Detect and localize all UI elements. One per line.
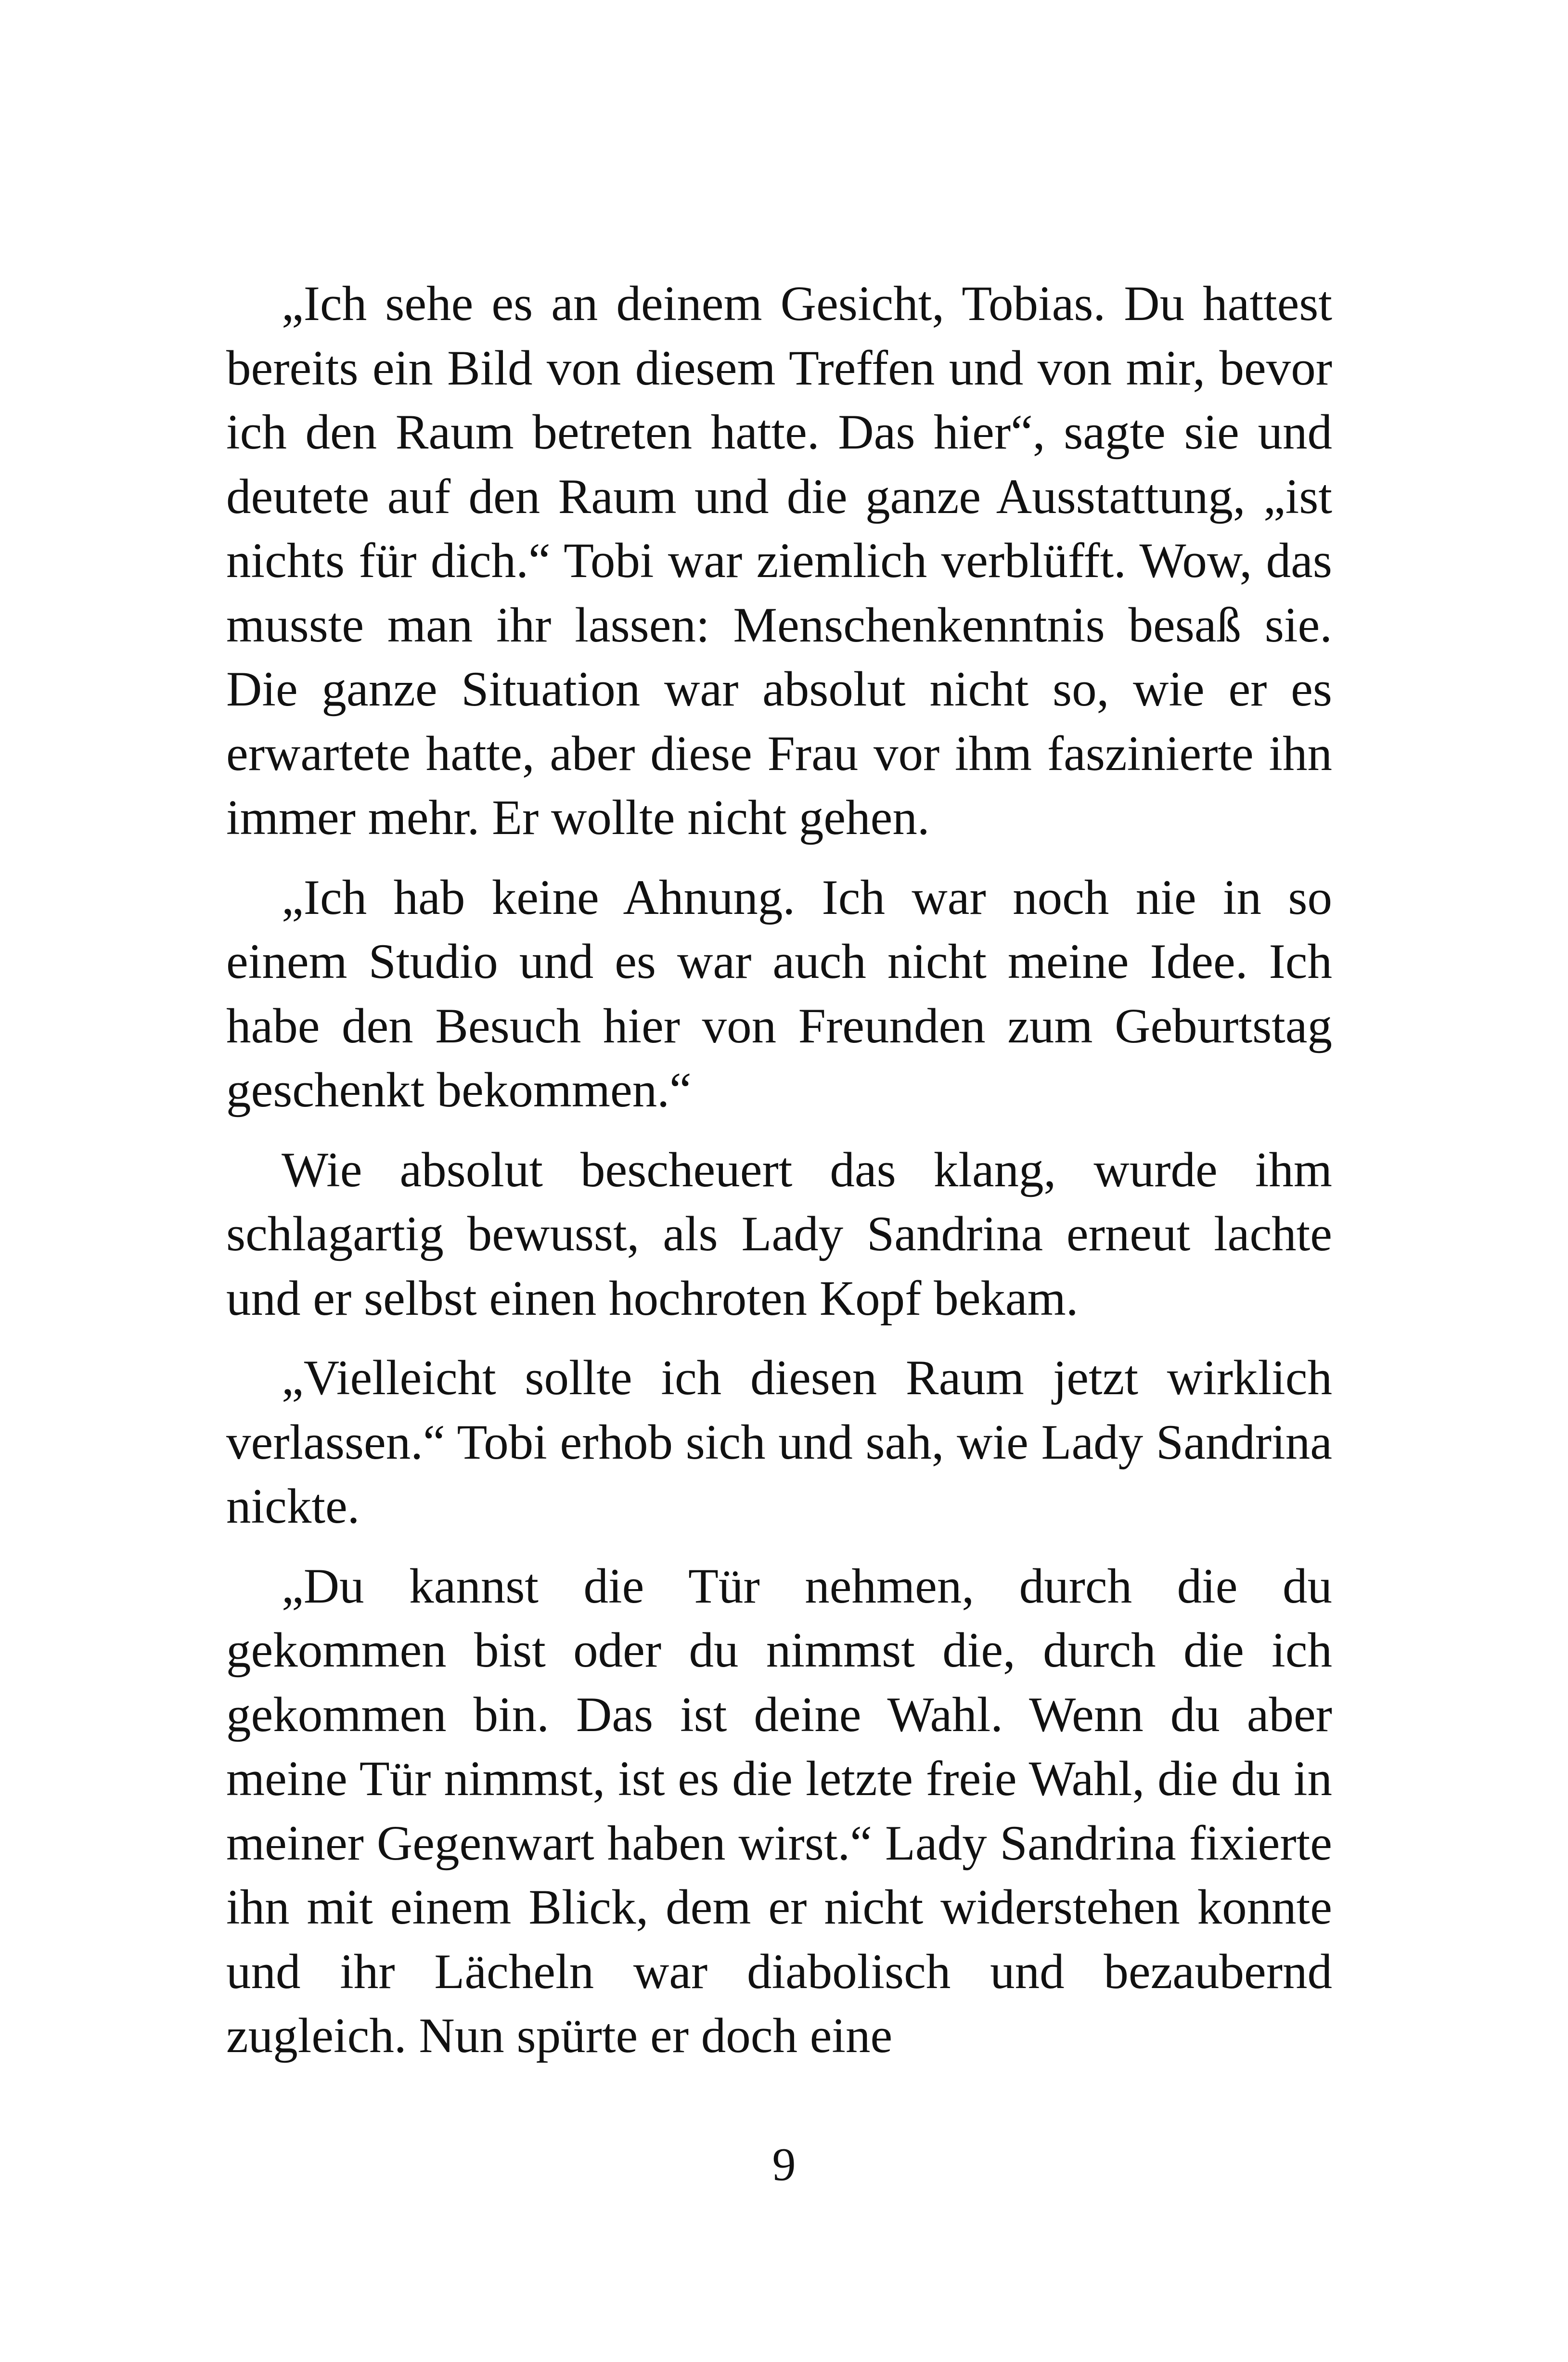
page-number: 9	[772, 2139, 796, 2191]
paragraph-4: „Vielleicht sollte ich diesen Raum jetzt wirklich verlassen.“ Tobi erhob sich und sah, wie Lady Sandrina nickte.	[226, 1350, 1332, 1534]
paragraph-2: „Ich hab keine Ahnung. Ich war noch nie in so einem Studio und es war auch nicht meine Idee. Ich habe den Besuch hier von Freunden zum Geburtstag geschenkt bekommen.“	[226, 870, 1332, 1117]
paragraph-3: Wie absolut bescheuert das klang, wurde ihm schlagartig bewusst, als Lady Sandrina erneut lachte und er selbst einen hochroten Kopf bekam.	[226, 1142, 1332, 1326]
body-text	[226, 272, 1332, 2084]
paragraph-5: „Du kannst die Tür nehmen, durch die du gekommen bist oder du nimmst die, durch die ich gekommen bin. Das ist deine Wahl. Wenn du aber meine Tür nimmst, ist es die letzte freie Wahl, die du in meiner Gegenwart haben wirst.“ Lady Sandrina fixierte ihn mit einem Blick, dem er nicht widerstehen konnte und ihr Lächeln war diabolisch und bezaubernd zugleich. Nun spürte er doch eine	[226, 1558, 1332, 2063]
paragraph-1: „Ich sehe es an deinem Gesicht, Tobias. Du hattest bereits ein Bild von diesem Treffen und von mir, bevor ich den Raum betreten hatte. Das hier“, sagte sie und deutete auf den Raum und die ganze Ausstattung, „ist nichts für dich.“ Tobi war ziemlich verblüfft. Wow, das musste man ihr lassen: Menschenkenntnis besaß sie. Die ganze Situation war absolut nicht so, wie er es erwartete hatte, aber diese Frau vor ihm faszinierte ihn immer mehr. Er wollte nicht gehen.	[226, 276, 1332, 845]
